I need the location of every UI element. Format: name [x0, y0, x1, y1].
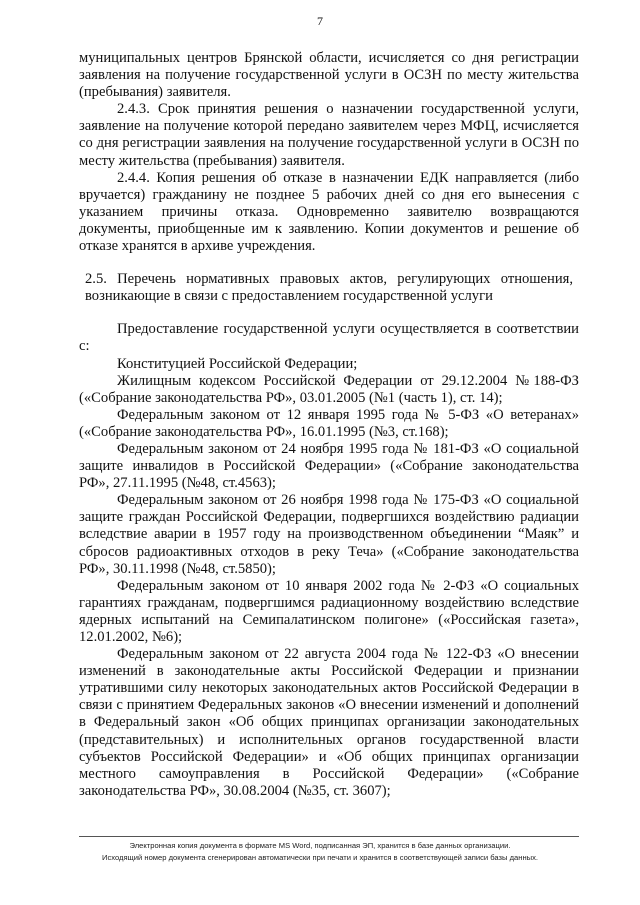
footer-divider	[79, 836, 579, 837]
paragraph: муниципальных центров Брянской области, исчисляется со дня регистрации заявления на получение государственной услуги в ОСЗН по месту жительства (пребывания) заявителя.	[79, 50, 579, 101]
law-item: Жилищным кодексом Российской Федерации от 29.12.2004 №188-ФЗ («Собрание законодательства РФ», 03.01.2005 (№1 (часть 1), ст. 14);	[79, 372, 579, 406]
section-heading: 2.5. Перечень нормативных правовых актов, регулирующих отношения, возникающие в связи с предоставлением государственной услуги	[85, 271, 573, 305]
document-body	[79, 50, 579, 800]
law-item: Конституцией Российской Федерации;	[117, 355, 358, 372]
law-item: Федеральным законом от 24 ноября 1995 года № 181-ФЗ «О социальной защите инвалидов в Российской Федерации» («Собрание законодательства РФ», 27.11.1995 (№48, ст.4563);	[79, 440, 579, 492]
footer-line: Исходящий номер документа сгенерирован автоматически при печати и хранится в соответствующей записи базы данных.	[101, 853, 538, 862]
law-item: Федеральным законом от 26 ноября 1998 года № 175-ФЗ «О социальной защите граждан Российской Федерации, подвергшихся воздействию радиации вследствие аварии в 1957 году на производственном объединении “Маяк” и сбросов радиоактивных отходов в реку Теча» («Собрание законодательства РФ», 30.11.1998 (№48, ст.5850);	[79, 492, 579, 577]
page-number: 7	[317, 14, 323, 28]
footer-line: Электронная копия документа в формате MS Word, подписанная ЭП, хранится в базе данных организации.	[129, 841, 511, 850]
law-intro: Предоставление государственной услуги осуществляется в соответствии с:	[79, 321, 579, 355]
paragraph: 2.4.3. Срок принятия решения о назначении государственной услуги, заявление на получение которой передано заявителем через МФЦ, исчисляется со дня регистрации заявления на получение государственной услуги в ОСЗН по месту жительства (пребывания) заявителя.	[79, 101, 579, 169]
law-item: Федеральным законом от 10 января 2002 года № 2-ФЗ «О социальных гарантиях гражданам, подвергшимся радиационному воздействию вследствие ядерных испытаний на Семипалатинском полигоне» («Российская газета», 12.01.2002, №6);	[79, 577, 579, 645]
law-item: Федеральным законом от 12 января 1995 года № 5-ФЗ «О ветеранах» («Собрание законодательства РФ», 16.01.1995 (№3, ст.168);	[79, 406, 579, 440]
law-item: Федеральным законом от 22 августа 2004 года № 122-ФЗ «О внесении изменений в законодательные акты Российской Федерации и признании утратившими силу некоторых законодательных актов Российской Федерации в связи с принятием Федеральных законов «О внесении изменений и дополнений в Федеральный закон «Об общих принципах организации законодательных (представительных) и исполнительных органов государственной власти субъектов Российской Федерации» и «Об общих принципах организации местного самоуправления в Российской Федерации» («Собрание законодательства РФ», 30.08.2004 (№35, ст. 3607);	[79, 646, 579, 799]
paragraph: 2.4.4. Копия решения об отказе в назначении ЕДК направляется (либо вручается) гражданину не позднее 5 рабочих дней со дня его вынесения с указанием причины отказа. Одновременно заявителю возвращаются документы, приобщенные им к заявлению. Копии документов и решение об отказе хранятся в архиве учреждения.	[79, 169, 579, 255]
footer-note	[40, 840, 600, 864]
